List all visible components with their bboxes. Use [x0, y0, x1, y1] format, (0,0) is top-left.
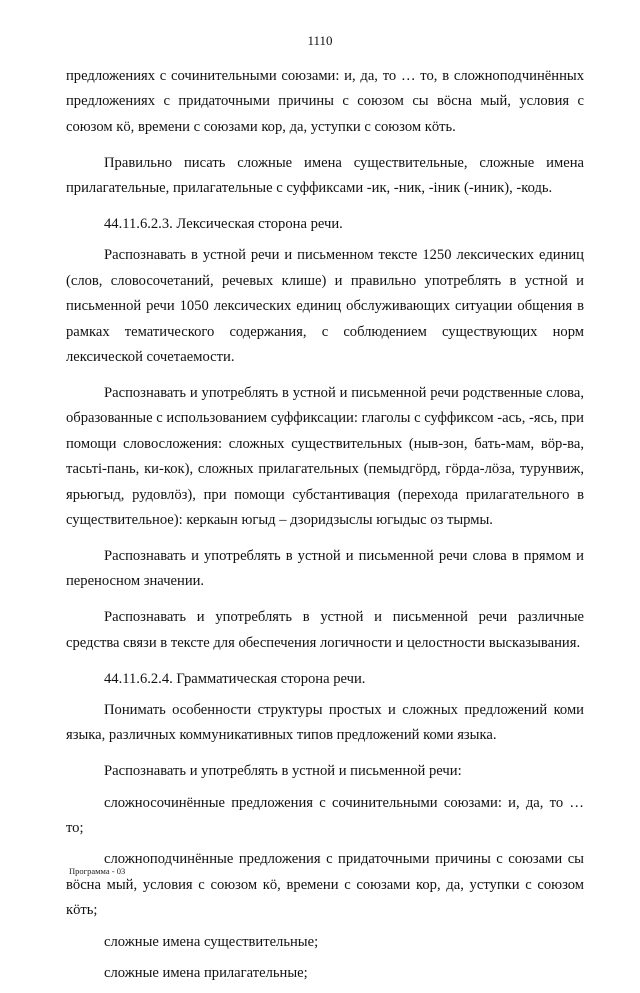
paragraph-literal-figurative: Распознавать и употреблять в устной и письменной речи слова в прямом и переносном значении.	[66, 547, 584, 590]
footer-label: Программа - 03	[69, 866, 126, 876]
list-item-compound-nouns: сложные имена существительные;	[104, 933, 319, 950]
list-item-complex-sentences: сложноподчинённые предложения с придаточными причины с союзами сы вӧсна мый, условия с союзом кӧ, времени с союзами кор, да, уступки с союзом кӧть;	[66, 851, 584, 919]
paragraph-continuation: предложениях с сочинительными союзами: и, да, то … то, в сложноподчинённых предложениях с придаточными причины с союзом сы вӧсна мый, условия с союзом кӧ, времени с союзами кор, да, уступки с союзом кӧть.	[66, 68, 584, 135]
paragraph-sentence-structure: Понимать особенности структуры простых и сложных предложений коми языка, различных коммуникативных типов предложений коми языка.	[66, 701, 584, 744]
section-heading-lexical: 44.11.6.2.3. Лексическая сторона речи.	[104, 216, 343, 233]
list-item-compound-sentences: сложносочинённые предложения с сочинительными союзами: и, да, то … то;	[66, 794, 584, 837]
list-item-compound-adjectives: сложные имена прилагательные;	[104, 965, 308, 982]
paragraph-word-formation: Распознавать и употреблять в устной и письменной речи родственные слова, образованные с использованием суффиксации: глаголы с суффиксом -ась, -ясь, при помощи словосложения: сложных существительных (ныв-зон, бать-мам, вӧр-ва, тасьтi-пань, ки-кок), сложных прилагательных (пемыдгӧрд, гӧрда-лӧза, турунвиж, ярьюгыд, рудовлӧз), при помощи субстантивация (перехода прилагательного в существительное): керкаын югыд – дзоридзыслы югыдыс оз тырмы.	[66, 384, 584, 528]
section-heading-grammar: 44.11.6.2.4. Грамматическая сторона речи.	[104, 670, 366, 687]
paragraph-spelling-rules: Правильно писать сложные имена существительные, сложные имена прилагательные, прилагательные с суффиксами -ик, -ник, -iник (-иник), -кодь.	[66, 154, 584, 197]
paragraph-list-intro: Распознавать и употреблять в устной и письменной речи:	[104, 763, 462, 780]
paragraph-text-cohesion: Распознавать и употреблять в устной и письменной речи различные средства связи в тексте для обеспечения логичности и целостности высказывания.	[66, 609, 584, 651]
paragraph-lexical-units: Распознавать в устной речи и письменном тексте 1250 лексических единиц (слов, словосочетаний, речевых клише) и правильно употреблять в устной и письменной речи 1050 лексических единиц обслуживающих ситуации общения в рамках тематического содержания, с соблюдением существующих норм лексической сочетаемости.	[66, 247, 584, 366]
page-number: 1110	[307, 33, 333, 48]
document-body	[66, 64, 584, 993]
